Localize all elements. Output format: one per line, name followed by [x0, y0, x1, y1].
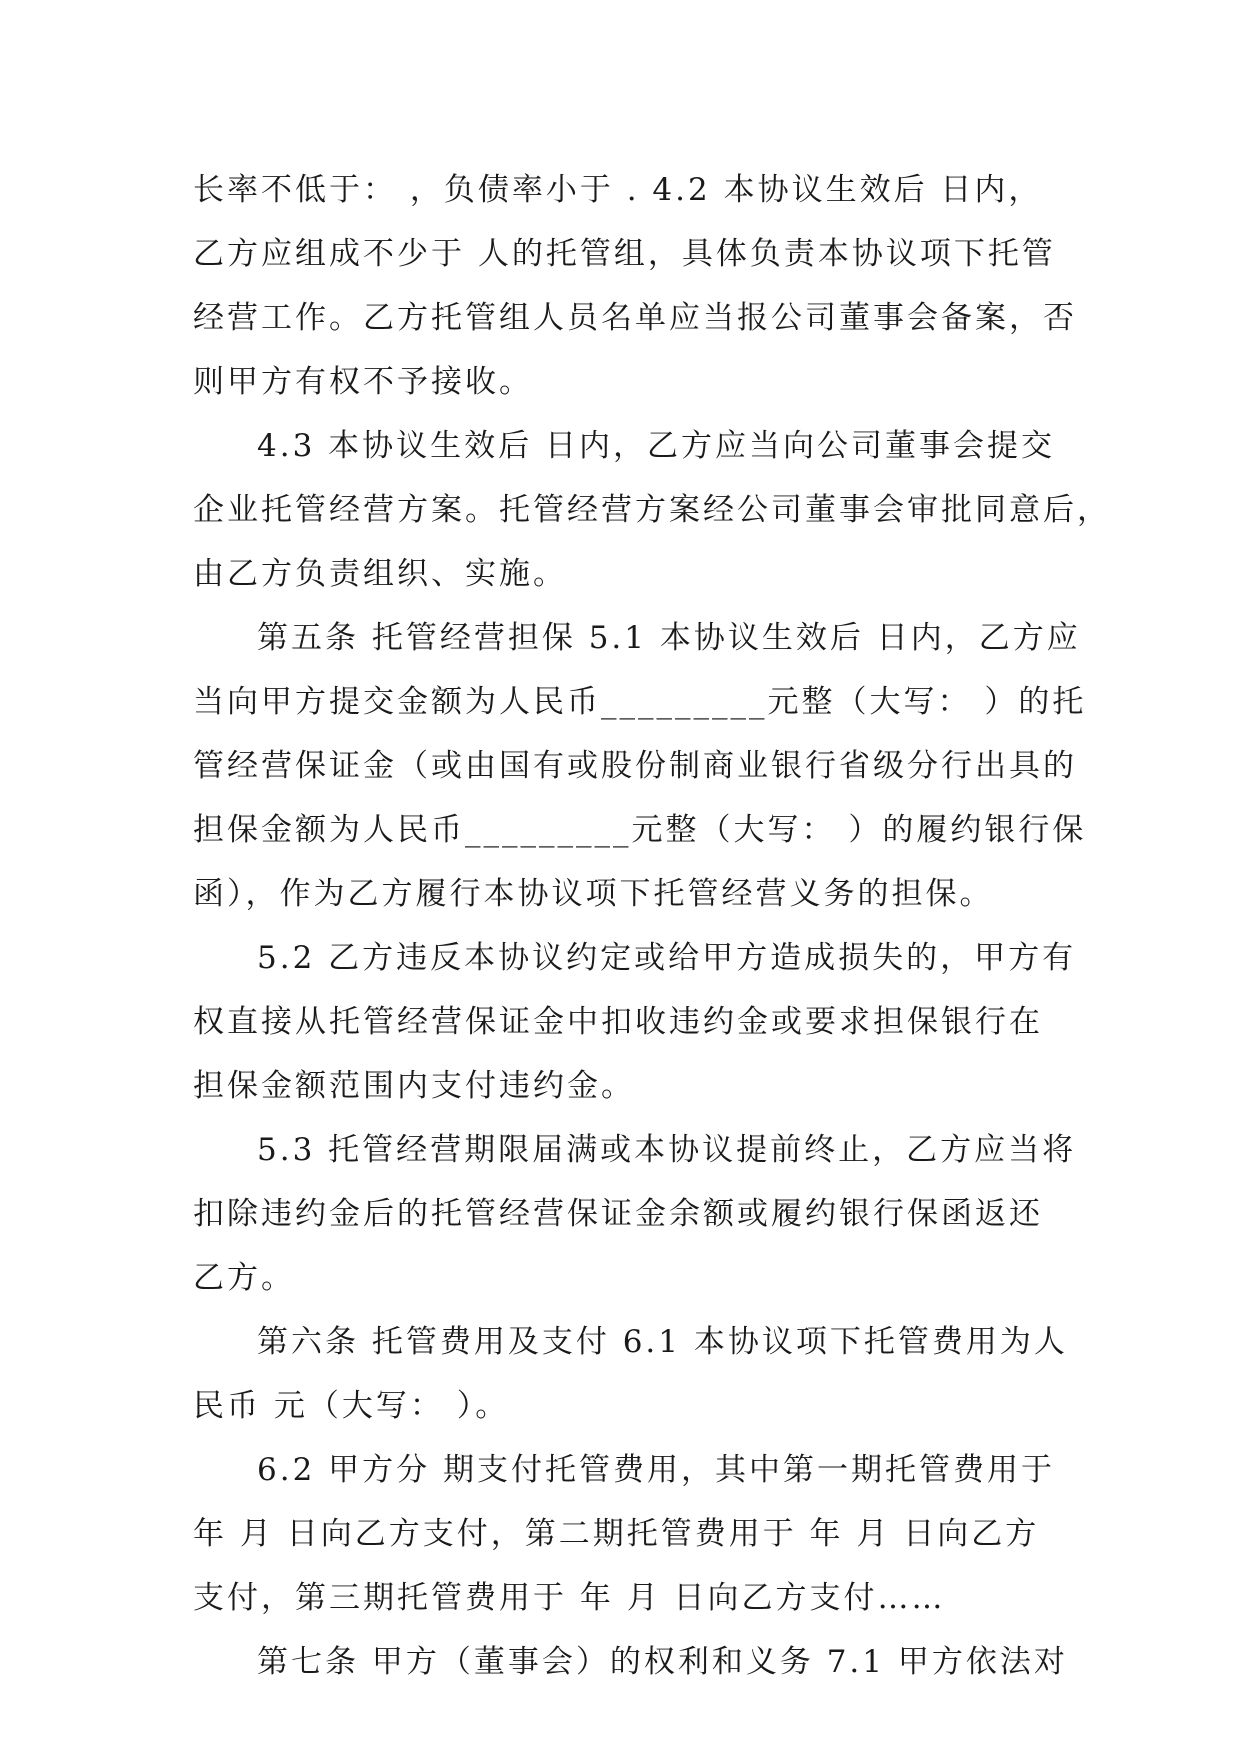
text-line: 年 月 日向乙方支付，第二期托管费用于 年 月 日向乙方: [193, 1516, 1040, 1552]
paragraph-start-line: 5.2 乙方违反本协议约定或给甲方造成损失的，甲方有: [257, 940, 1077, 976]
text-line: 长率不低于： ，负债率小于 . 4.2 本协议生效后 日内，: [193, 172, 1043, 208]
paragraph-start-line: 第七条 甲方（董事会）的权利和义务 7.1 甲方依法对: [257, 1644, 1068, 1680]
text-line: 则甲方有权不予接收。: [193, 364, 533, 400]
text-line: 民币 元（大写： ）。: [193, 1388, 510, 1424]
text-line: 当向甲方提交金额为人民币_________元整（大写： ）的托: [193, 684, 1087, 720]
paragraph-start-line: 6.2 甲方分 期支付托管费用，其中第一期托管费用于: [257, 1452, 1056, 1488]
document-body: [193, 158, 1111, 1694]
text-line: 乙方。: [193, 1260, 295, 1296]
text-line: 扣除违约金后的托管经营保证金余额或履约银行保函返还: [193, 1196, 1043, 1232]
text-line: 经营工作。乙方托管组人员名单应当报公司董事会备案，否: [193, 300, 1077, 336]
text-line: 担保金额范围内支付违约金。: [193, 1068, 635, 1104]
text-line: 函），作为乙方履行本协议项下托管经营义务的担保。: [193, 876, 994, 912]
text-line: 担保金额为人民币_________元整（大写： ）的履约银行保: [193, 812, 1087, 848]
paragraph-start-line: 4.3 本协议生效后 日内，乙方应当向公司董事会提交: [257, 428, 1056, 464]
text-line: 由乙方负责组织、实施。: [193, 556, 567, 592]
paragraph-start-line: 5.3 托管经营期限届满或本协议提前终止，乙方应当将: [257, 1132, 1077, 1168]
paragraph-start-line: 第五条 托管经营担保 5.1 本协议生效后 日内，乙方应: [257, 620, 1081, 656]
paragraph-start-line: 第六条 托管费用及支付 6.1 本协议项下托管费用为人: [257, 1324, 1068, 1360]
text-line: 企业托管经营方案。托管经营方案经公司董事会审批同意后，: [193, 492, 1111, 528]
text-line: 乙方应组成不少于 人的托管组，具体负责本协议项下托管: [193, 236, 1056, 272]
text-line: 权直接从托管经营保证金中扣收违约金或要求担保银行在: [193, 1004, 1043, 1040]
text-line: 管经营保证金（或由国有或股份制商业银行省级分行出具的: [193, 748, 1077, 784]
text-line: 支付，第三期托管费用于 年 月 日向乙方支付……: [193, 1580, 946, 1616]
